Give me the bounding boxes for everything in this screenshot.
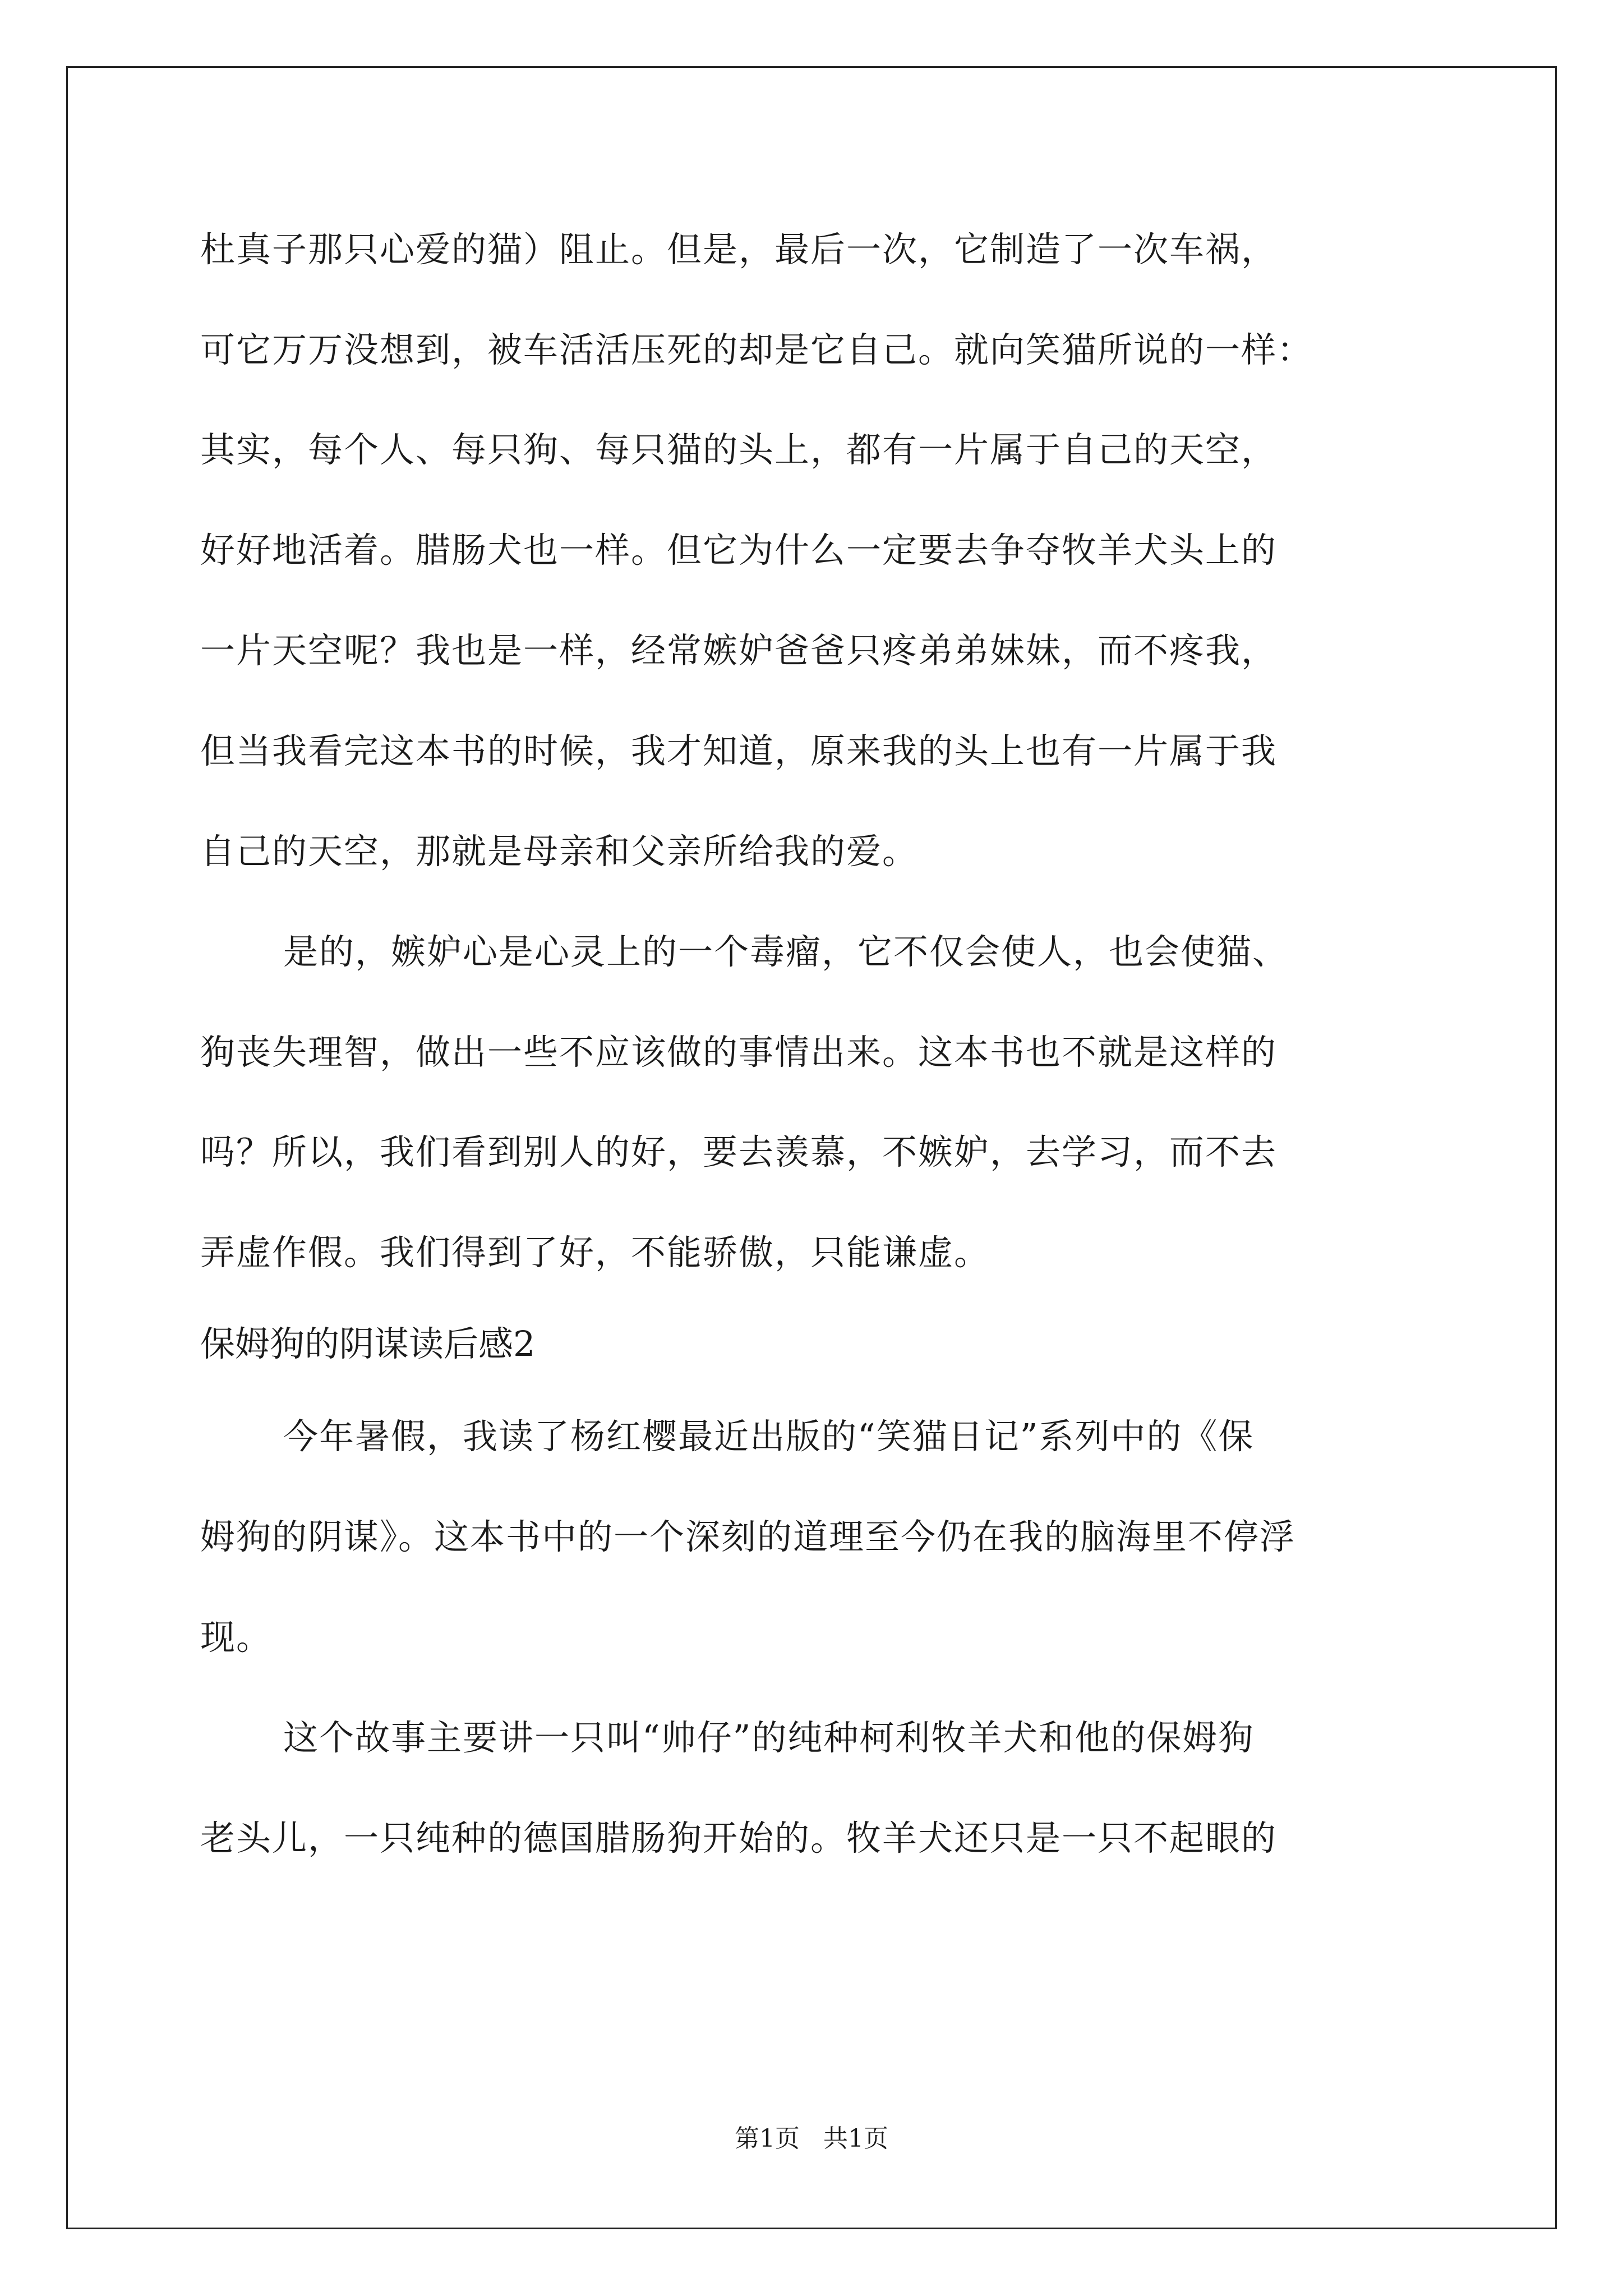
text-line: 现。 (200, 1617, 273, 1658)
text-line: 但当我看完这本书的时候，我才知道，原来我的头上也有一片属于我 (200, 730, 1278, 771)
text-line: 今年暑假，我读了杨红樱最近出版的“笑猫日记”系列中的《保 (283, 1416, 1255, 1457)
text-line: 吗？所以，我们看到别人的好，要去羡慕，不嫉妒，去学习，而不去 (200, 1131, 1278, 1172)
text-line: 弄虚作假。我们得到了好，不能骄傲，只能谦虚。 (200, 1232, 990, 1273)
text-line: 可它万万没想到，被车活活压死的却是它自己。就向笑猫所说的一样： (200, 329, 1313, 370)
text-line: 杜真子那只心爱的猫）阻止。但是，最后一次，它制造了一次车祸， (200, 229, 1278, 270)
text-line: 自己的天空，那就是母亲和父亲所给我的爱。 (200, 831, 919, 872)
text-line: 狗丧失理智，做出一些不应该做的事情出来。这本书也不就是这样的 (200, 1032, 1278, 1073)
text-line: 一片天空呢？我也是一样，经常嫉妒爸爸只疼弟弟妹妹，而不疼我， (200, 630, 1278, 671)
page-number-footer: 第1页 共1页 (735, 2124, 888, 2153)
text-line: 姆狗的阴谋》。这本书中的一个深刻的道理至今仍在我的脑海里不停浮 (200, 1516, 1296, 1557)
text-line: 好好地活着。腊肠犬也一样。但它为什么一定要去争夺牧羊犬头上的 (200, 530, 1278, 570)
text-line: 老头儿，一只纯种的德国腊肠狗开始的。牧羊犬还只是一只不起眼的 (200, 1818, 1278, 1858)
text-line: 这个故事主要讲一只叫“帅仔”的纯种柯利牧羊犬和他的保姆狗 (283, 1717, 1255, 1758)
text-line: 其实，每个人、每只狗、每只猫的头上，都有一片属于自己的天空， (200, 429, 1278, 470)
text-line: 是的，嫉妒心是心灵上的一个毒瘤，它不仅会使人，也会使猫、 (283, 931, 1289, 972)
section-heading: 保姆狗的阴谋读后感2 (200, 1323, 536, 1364)
